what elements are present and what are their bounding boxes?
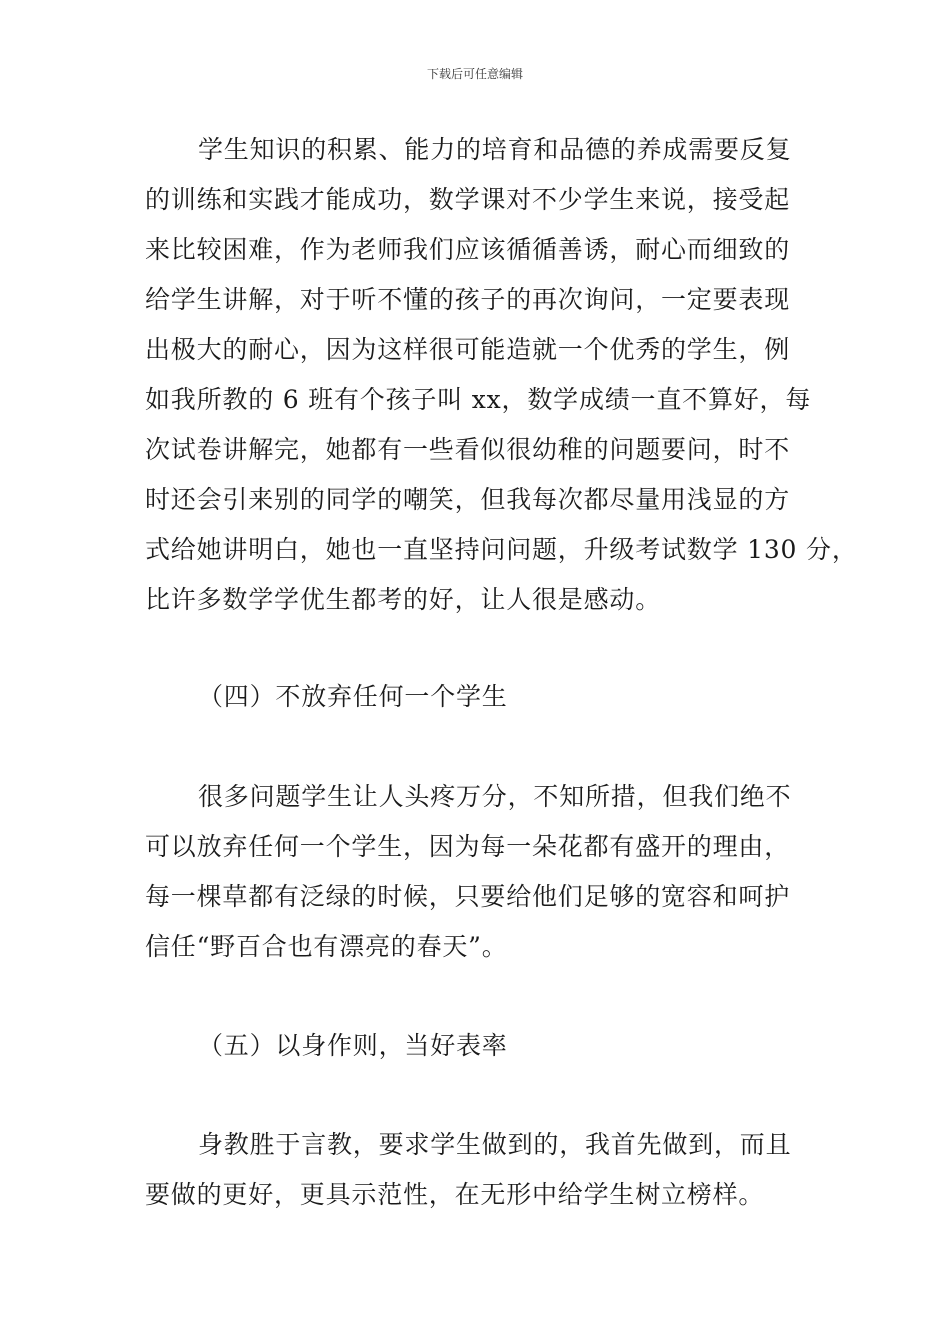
paragraph-line: 可以放弃任何一个学生，因为每一朵花都有盛开的理由， <box>145 832 791 861</box>
paragraph-line: 的训练和实践才能成功，数学课对不少学生来说，接受起 <box>145 185 791 214</box>
paragraph-line: 要做的更好，更具示范性，在无形中给学生树立榜样。 <box>145 1180 765 1209</box>
paragraph-line: 出极大的耐心，因为这样很可能造就一个优秀的学生，例 <box>145 335 791 364</box>
section-heading: （四）不放弃任何一个学生 <box>198 682 508 711</box>
paragraph-line: 每一棵草都有泛绿的时候，只要给他们足够的宽容和呵护 <box>145 882 791 911</box>
paragraph-line: 式给她讲明白，她也一直坚持问问题，升级考试数学 130 分， <box>145 535 858 564</box>
paragraph-line: 时还会引来别的同学的嘲笑，但我每次都尽量用浅显的方 <box>145 485 791 514</box>
paragraph-line: 次试卷讲解完，她都有一些看似很幼稚的问题要问，时不 <box>145 435 791 464</box>
paragraph-line: 给学生讲解，对于听不懂的孩子的再次询问，一定要表现 <box>145 285 791 314</box>
paragraph-line: 如我所教的 6 班有个孩子叫 xx，数学成绩一直不算好，每 <box>145 385 812 414</box>
paragraph-line: 学生知识的积累、能力的培育和品德的养成需要反复 <box>198 135 792 164</box>
paragraph-line: 比许多数学学优生都考的好，让人很是感动。 <box>145 585 662 614</box>
paragraph-line: 信任“野百合也有漂亮的春天”。 <box>145 932 508 961</box>
paragraph-line: 来比较困难，作为老师我们应该循循善诱，耐心而细致的 <box>145 235 791 264</box>
page-header: 下载后可任意编辑 <box>426 67 523 81</box>
paragraph-line: 身教胜于言教，要求学生做到的，我首先做到，而且 <box>198 1130 792 1159</box>
paragraph-line: 很多问题学生让人头疼万分，不知所措，但我们绝不 <box>198 782 792 811</box>
section-heading: （五）以身作则，当好表率 <box>198 1031 508 1060</box>
